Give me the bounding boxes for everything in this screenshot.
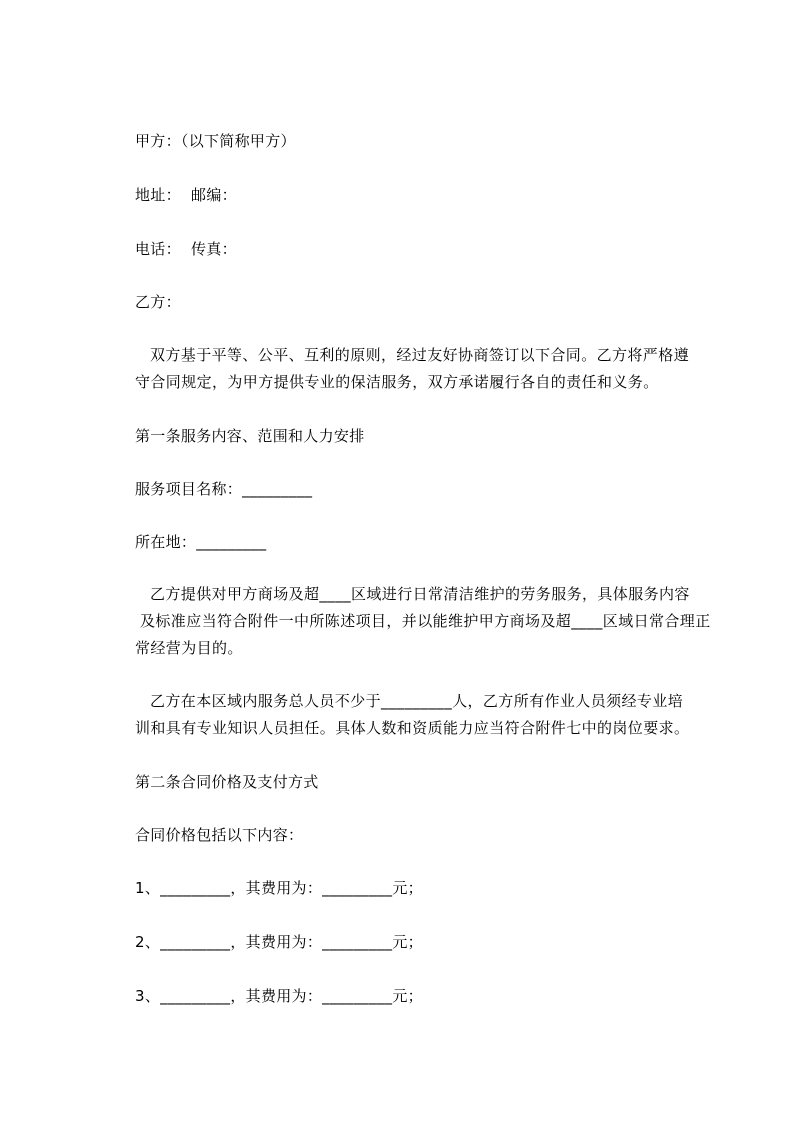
preamble-line-1: 双方基于平等、公平、互利的原则，经过友好协商签订以下合同。乙方将严格遵 (150, 346, 690, 364)
phone-line: 电话： 传真： (135, 240, 237, 258)
service-name-line: 服务项目名称：_________ (135, 480, 313, 498)
article-1-heading: 第一条服务内容、范围和人力安排 (135, 427, 365, 445)
location-line: 所在地：_________ (135, 533, 267, 551)
party-a-label: 甲方： (135, 132, 181, 150)
price-item-1: 1、_________，其费用为：_________元； (135, 879, 423, 897)
party-b-label: 乙方： (135, 293, 181, 311)
scope-line-1: 乙方提供对甲方商场及超____区域进行日常清洁维护的劳务服务，具体服务内容 (150, 585, 690, 603)
staff-line-2: 训和具有专业知识人员担任。具体人数和资质能力应当符合附件七中的岗位要求。 (135, 719, 690, 737)
article-2-heading: 第二条合同价格及支付方式 (135, 773, 319, 791)
staff-line-1: 乙方在本区域内服务总人员不少于_________人，乙方所有作业人员须经专业培 (150, 692, 684, 710)
preamble-line-2: 守合同规定，为甲方提供专业的保洁服务，双方承诺履行各自的责任和义务。 (135, 373, 659, 391)
price-intro: 合同价格包括以下内容： (135, 826, 304, 844)
party-a-line (135, 131, 296, 151)
address-line: 地址： 邮编： (135, 186, 237, 204)
price-item-2: 2、_________，其费用为：_________元； (135, 933, 423, 951)
party-a-note: （以下简称甲方） (180, 132, 296, 150)
price-item-3: 3、_________，其费用为：_________元； (135, 987, 423, 1005)
scope-line-3: 常经营为目的。 (135, 639, 243, 657)
scope-line-2: 及标准应当符合附件一中所陈述项目，并以能维护甲方商场及超____区域日常合理正 (140, 612, 711, 630)
